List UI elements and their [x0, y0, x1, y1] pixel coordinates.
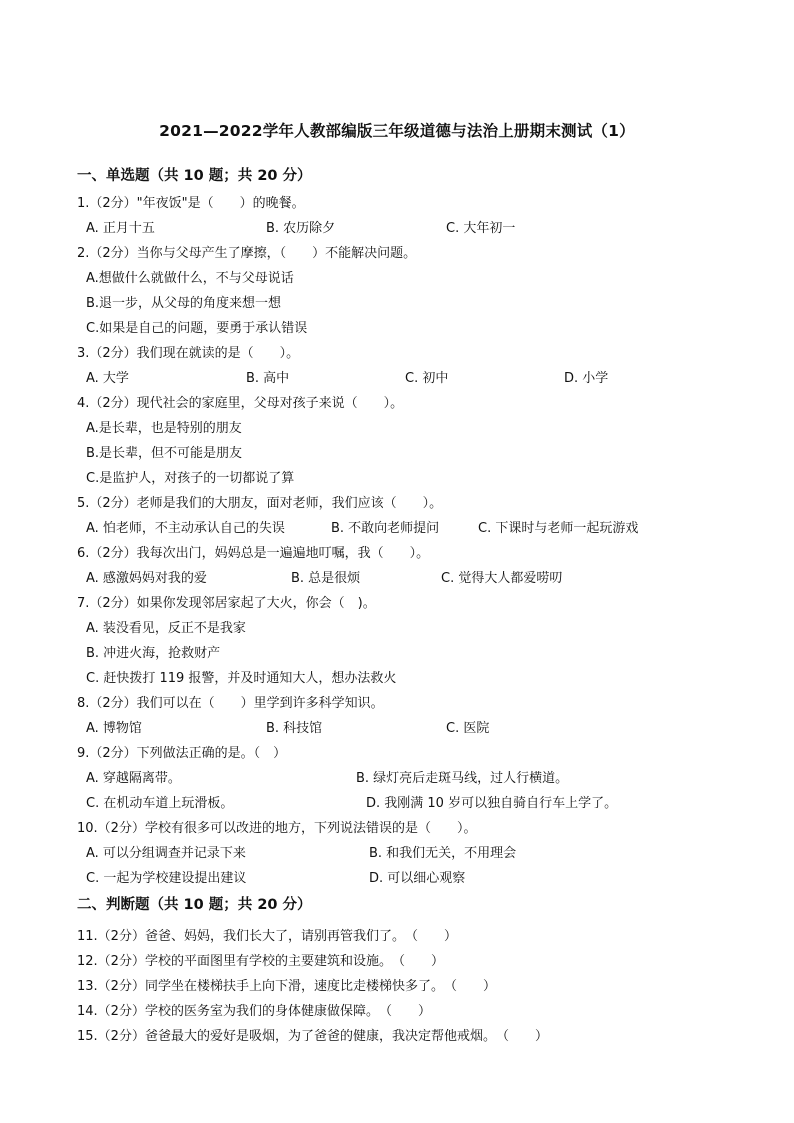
q5-option-c: C. 下课时与老师一起玩游戏 — [478, 521, 639, 536]
question-1: 1.（2分）"年夜饭"是（ ）的晚餐。 — [77, 196, 305, 211]
q1-option-c: C. 大年初一 — [446, 221, 516, 236]
q6-option-c: C. 觉得大人都爱唠叨 — [441, 571, 563, 586]
q8-option-a: A. 博物馆 — [86, 721, 142, 736]
q6-option-a: A. 感激妈妈对我的爱 — [86, 571, 207, 586]
q2-option-c: C.如果是自己的问题，要勇于承认错误 — [86, 321, 308, 336]
q4-option-b: B.是长辈，但不可能是朋友 — [86, 446, 243, 461]
q9-option-a: A. 穿越隔离带。 — [86, 771, 181, 786]
question-11: 11.（2分）爸爸、妈妈，我们长大了，请别再管我们了。 （ ） — [77, 929, 457, 944]
q7-option-c: C. 赶快拨打 119 报警，并及时通知大人，想办法救火 — [86, 671, 397, 686]
q3-option-c: C. 初中 — [405, 371, 449, 386]
question-14: 14.（2分）学校的医务室为我们的身体健康做保障。 （ ） — [77, 1004, 431, 1019]
q3-option-a: A. 大学 — [86, 371, 129, 386]
question-12: 12.（2分）学校的平面图里有学校的主要建筑和设施。 （ ） — [77, 954, 444, 969]
q10-option-d: D. 可以细心观察 — [369, 871, 466, 886]
q8-option-b: B. 科技馆 — [266, 721, 323, 736]
question-13: 13.（2分）同学坐在楼梯扶手上向下滑，速度比走楼梯快多了。 （ ） — [77, 979, 496, 994]
q3-option-d: D. 小学 — [564, 371, 609, 386]
question-5: 5.（2分）老师是我们的大朋友，面对老师，我们应该（ ）。 — [77, 496, 443, 511]
question-8: 8.（2分）我们可以在（ ）里学到许多科学知识。 — [77, 696, 384, 711]
q4-option-c: C.是监护人，对孩子的一切都说了算 — [86, 471, 295, 486]
question-3: 3.（2分）我们现在就读的是（ ）。 — [77, 346, 300, 361]
exam-title: 2021—2022学年人教部编版三年级道德与法治上册期末测试（1） — [159, 122, 635, 140]
section-true-false: 二、判断题（共 10 题；共 20 分） — [77, 897, 312, 913]
section-single-choice: 一、单选题（共 10 题；共 20 分） — [77, 168, 312, 184]
q2-option-b: B.退一步，从父母的角度来想一想 — [86, 296, 282, 311]
q5-option-b: B. 不敢向老师提问 — [331, 521, 440, 536]
q3-option-b: B. 高中 — [246, 371, 290, 386]
question-9: 9.（2分）下列做法正确的是。（ ） — [77, 746, 287, 761]
question-10: 10.（2分）学校有很多可以改进的地方，下列说法错误的是（ ）。 — [77, 821, 477, 836]
q9-option-d: D. 我刚满 10 岁可以独自骑自行车上学了。 — [366, 796, 618, 811]
question-15: 15.（2分）爸爸最大的爱好是吸烟，为了爸爸的健康，我决定帮他戒烟。 （ ） — [77, 1029, 548, 1044]
q4-option-a: A.是长辈，也是特别的朋友 — [86, 421, 242, 436]
q10-option-b: B. 和我们无关，不用理会 — [369, 846, 517, 861]
q10-option-a: A. 可以分组调查并记录下来 — [86, 846, 246, 861]
q2-option-a: A.想做什么就做什么，不与父母说话 — [86, 271, 294, 286]
q7-option-b: B. 冲进火海，抢救财产 — [86, 646, 221, 661]
q6-option-b: B. 总是很烦 — [291, 571, 361, 586]
q1-option-b: B. 农历除夕 — [266, 221, 336, 236]
question-7: 7.（2分）如果你发现邻居家起了大火，你会（ )。 — [77, 596, 376, 611]
question-6: 6.（2分）我每次出门，妈妈总是一遍遍地叮嘱，我（ ）。 — [77, 546, 430, 561]
q1-option-a: A. 正月十五 — [86, 221, 155, 236]
q10-option-c: C. 一起为学校建设提出建议 — [86, 871, 247, 886]
q9-option-c: C. 在机动车道上玩滑板。 — [86, 796, 234, 811]
q5-option-a: A. 怕老师，不主动承认自己的失误 — [86, 521, 285, 536]
question-2: 2.（2分）当你与父母产生了摩擦，（ ）不能解决问题。 — [77, 246, 417, 261]
q9-option-b: B. 绿灯亮后走斑马线，过人行横道。 — [356, 771, 569, 786]
q8-option-c: C. 医院 — [446, 721, 490, 736]
question-4: 4.（2分）现代社会的家庭里，父母对孩子来说（ ）。 — [77, 396, 404, 411]
q7-option-a: A. 装没看见，反正不是我家 — [86, 621, 246, 636]
